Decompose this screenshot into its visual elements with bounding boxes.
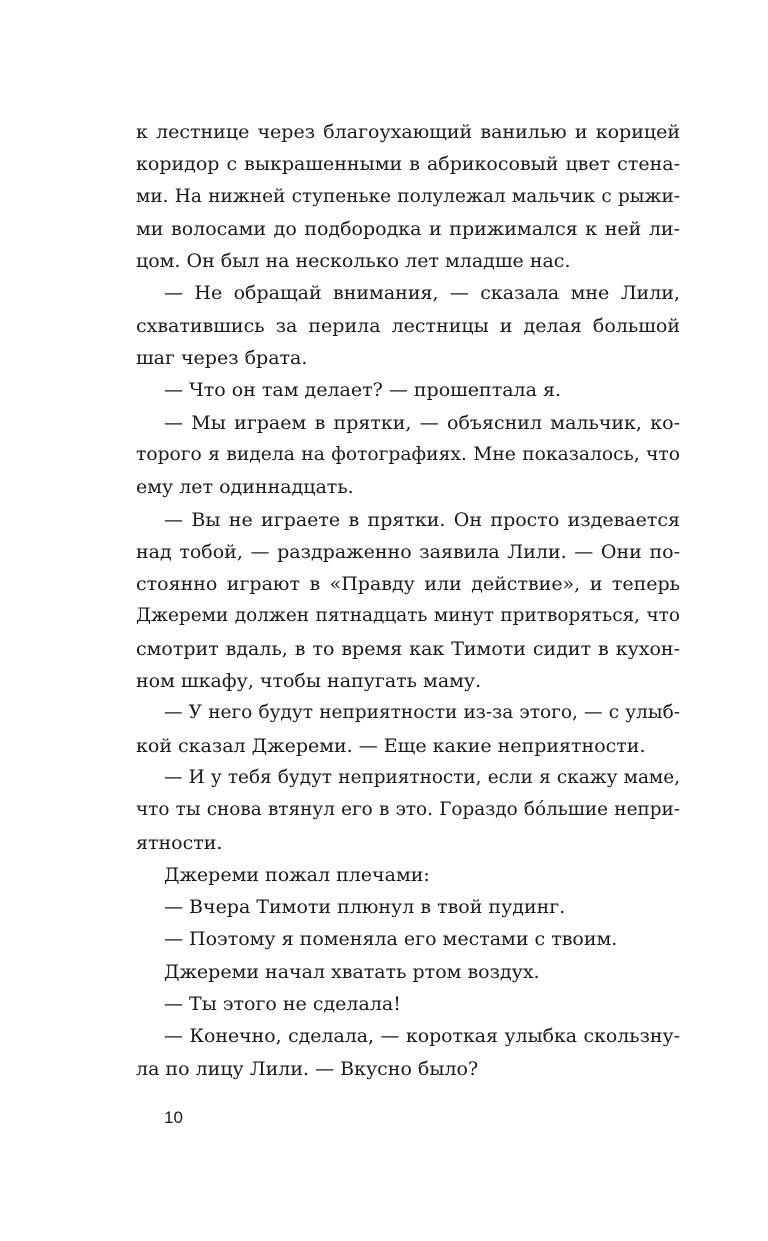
text-line: над тобой, — раздраженно заявила Лили. — Они по- [136, 540, 680, 563]
text-line: — И у тебя будут неприятности, если я скажу маме, [164, 766, 680, 788]
text-line: Джереми должен пятнадцать минут притворяться, что [136, 605, 680, 627]
text-line: ми. На нижней ступеньке полулежал мальчик с рыжи- [136, 185, 680, 207]
text-line: — Вы не играете в прятки. Он просто издевается [164, 508, 680, 531]
text-line: ла по лицу Лили. — Вкусно было? [136, 1057, 479, 1080]
text-line: к лестнице через благоухающий ванилью и корицей [136, 121, 680, 143]
text-line: что ты снова втянул его в это. Гораздо бо́льшие непри- [136, 799, 680, 821]
text-line: ном шкафу, чтобы напугать маму. [136, 670, 482, 693]
text-line: схватившись за перила лестницы и делая большой [136, 314, 680, 337]
text-line: — У него будут неприятности из-за этого, — с улыб- [164, 702, 680, 724]
text-line: цом. Он был на несколько лет младше нас. [136, 250, 571, 273]
text-line: — Поэтому я поменяла его местами с твоим. [164, 928, 618, 951]
text-line: торого я видела на фотографиях. Мне показалось, что [136, 443, 680, 465]
text-line: ему лет одиннадцать. [136, 476, 354, 499]
text-line: — Вчера Тимоти плюнул в твой пудинг. [164, 896, 566, 919]
text-line: стоянно играют в «Правду или действие», и теперь [136, 573, 680, 596]
text-line: — Мы играем в прятки, — объяснил мальчик, ко- [164, 411, 680, 434]
text-line: шаг через брата. [136, 347, 308, 370]
text-line: — Ты этого не сделала! [164, 993, 401, 1016]
text-line: ятности. [136, 831, 223, 854]
page-number: 10 [164, 1108, 183, 1127]
text-line: — Что он там делает? — прошептала я. [164, 379, 562, 402]
text-line: — Не обращай внимания, — сказала мне Лили, [164, 282, 680, 305]
text-line: Джереми начал хватать ртом воздух. [164, 960, 540, 983]
text-line: — Конечно, сделала, — короткая улыбка скользну- [164, 1025, 680, 1048]
text-line: коридор с выкрашенными в абрикосовый цвет стена- [136, 153, 680, 176]
text-line: Джереми пожал плечами: [164, 863, 430, 886]
text-line: ми волосами до подбородка и прижимался к ней ли- [136, 217, 680, 240]
body-text [136, 116, 680, 1085]
text-line: смотрит вдаль, в то время как Тимоти сидит в кухон- [136, 637, 680, 660]
text-line: кой сказал Джереми. — Еще какие неприятности. [136, 734, 646, 757]
